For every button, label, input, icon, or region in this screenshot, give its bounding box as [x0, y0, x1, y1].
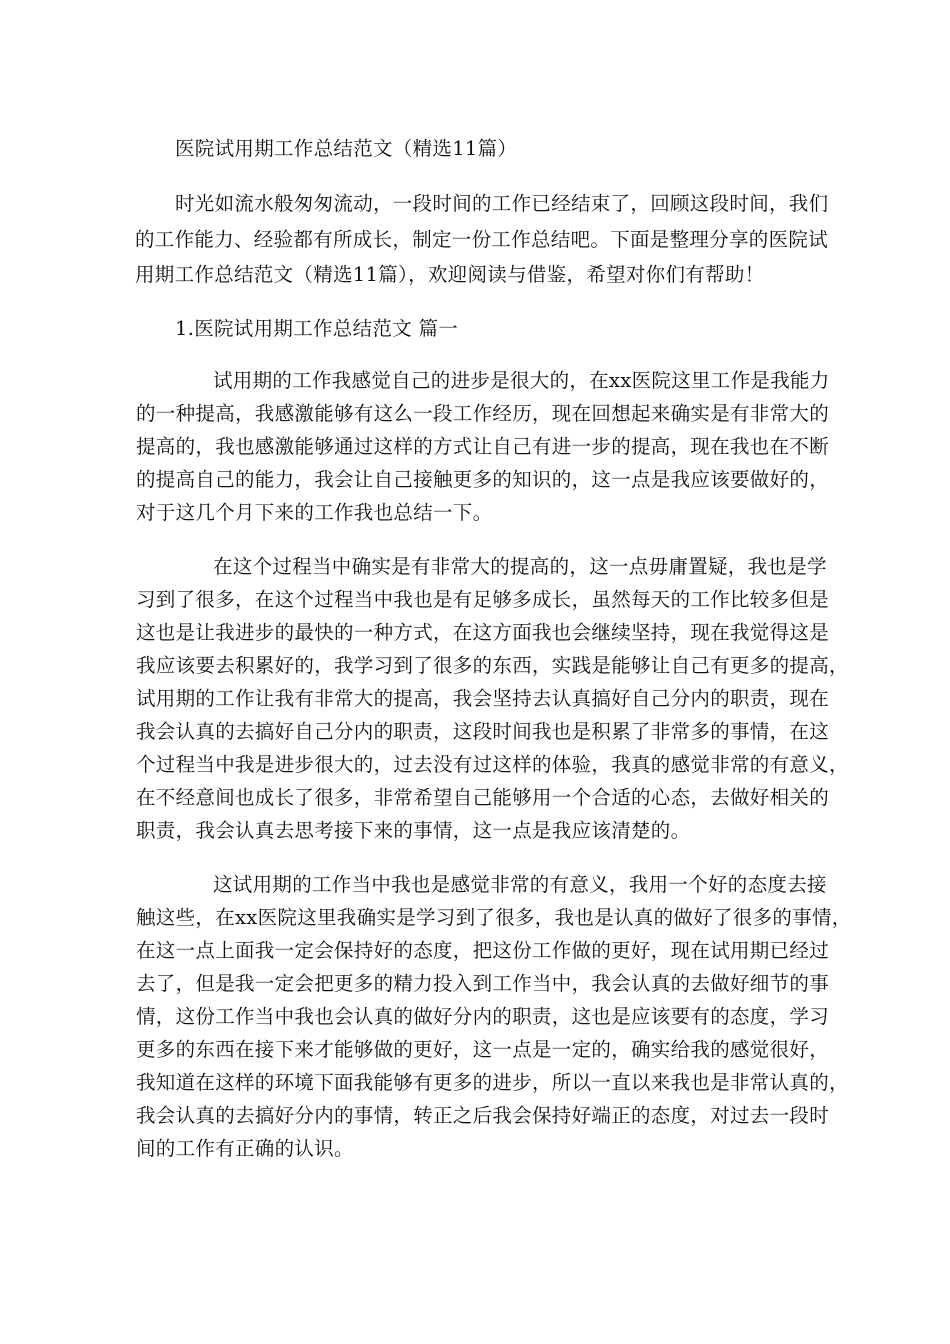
intro-line: 时光如流水般匆匆流动，一段时间的工作已经结束了，回顾这段时间，我们: [175, 192, 829, 215]
paragraph-3-line: 触这些，在xx医院这里我确实是学习到了很多，我也是认真的做好了很多的事情，: [136, 906, 852, 929]
paragraph-3-line: 间的工作有正确的认识。: [136, 1137, 354, 1160]
paragraph-1-line: 的提高自己的能力，我会让自己接触更多的知识的，这一点是我应该要做好的，: [136, 468, 830, 491]
paragraph-2-line: 我会认真的去搞好自己分内的职责，这段时间我也是积累了非常多的事情，在这: [136, 720, 830, 743]
paragraph-3-line: 我会认真的去搞好分内的事情，转正之后我会保持好端正的态度，对过去一段时: [136, 1104, 830, 1127]
intro-line: 的工作能力、经验都有所成长，制定一份工作总结吧。下面是整理分享的医院试: [135, 228, 829, 251]
paragraph-1-line: 的一种提高，我感激能够有这么一段工作经历，现在回想起来确实是有非常大的: [136, 402, 830, 425]
paragraph-2-line: 职责，我会认真去思考接下来的事情，这一点是我应该清楚的。: [136, 819, 691, 842]
paragraph-2-line: 在不经意间也成长了很多，非常希望自己能够用一个合适的心态，去做好相关的: [136, 786, 830, 809]
paragraph-2-line: 习到了很多，在这个过程当中我也是有足够多成长，虽然每天的工作比较多但是: [136, 588, 830, 611]
document-title: 医院试用期工作总结范文（精选11篇）: [175, 137, 518, 160]
intro-line: 用期工作总结范文（精选11篇），欢迎阅读与借鉴，希望对你们有帮助！: [135, 263, 765, 286]
paragraph-2-line: 个过程当中我是进步很大的，过去没有过这样的体验，我真的感觉非常的有意义，: [136, 753, 849, 776]
paragraph-3-line: 我知道在这样的环境下面我能够有更多的进步，所以一直以来我也是非常认真的，: [136, 1071, 849, 1094]
paragraph-1-line: 试用期的工作我感觉自己的进步是很大的，在xx医院这里工作是我能力: [213, 369, 830, 392]
paragraph-3-line: 更多的东西在接下来才能够做的更好，这一点是一定的，确实给我的感觉很好，: [136, 1038, 830, 1061]
paragraph-3-line: 情，这份工作当中我也会认真的做好分内的职责，这也是应该要有的态度，学习: [136, 1005, 830, 1028]
paragraph-1-line: 提高的，我也感激能够通过这样的方式让自己有进一步的提高，现在我也在不断: [136, 435, 830, 458]
paragraph-3-line: 这试用期的工作当中我也是感觉非常的有意义，我用一个好的态度去接: [213, 873, 827, 896]
paragraph-2-line: 试用期的工作让我有非常大的提高，我会坚持去认真搞好自己分内的职责，现在: [136, 687, 830, 710]
paragraph-2-line: 我应该要去积累好的，我学习到了很多的东西，实践是能够让自己有更多的提高，: [136, 654, 849, 677]
paragraph-3-line: 在这一点上面我一定会保持好的态度，把这份工作做的更好，现在试用期已经过: [136, 939, 830, 962]
paragraph-2-line: 这也是让我进步的最快的一种方式，在这方面我也会继续坚持，现在我觉得这是: [136, 621, 830, 644]
section-heading: 1.医院试用期工作总结范文 篇一: [175, 317, 459, 340]
paragraph-3-line: 去了，但是我一定会把更多的精力投入到工作当中，我会认真的去做好细节的事: [136, 972, 830, 995]
paragraph-1-line: 对于这几个月下来的工作我也总结一下。: [136, 501, 493, 524]
paragraph-2-line: 在这个过程当中确实是有非常大的提高的，这一点毋庸置疑，我也是学: [213, 555, 827, 578]
